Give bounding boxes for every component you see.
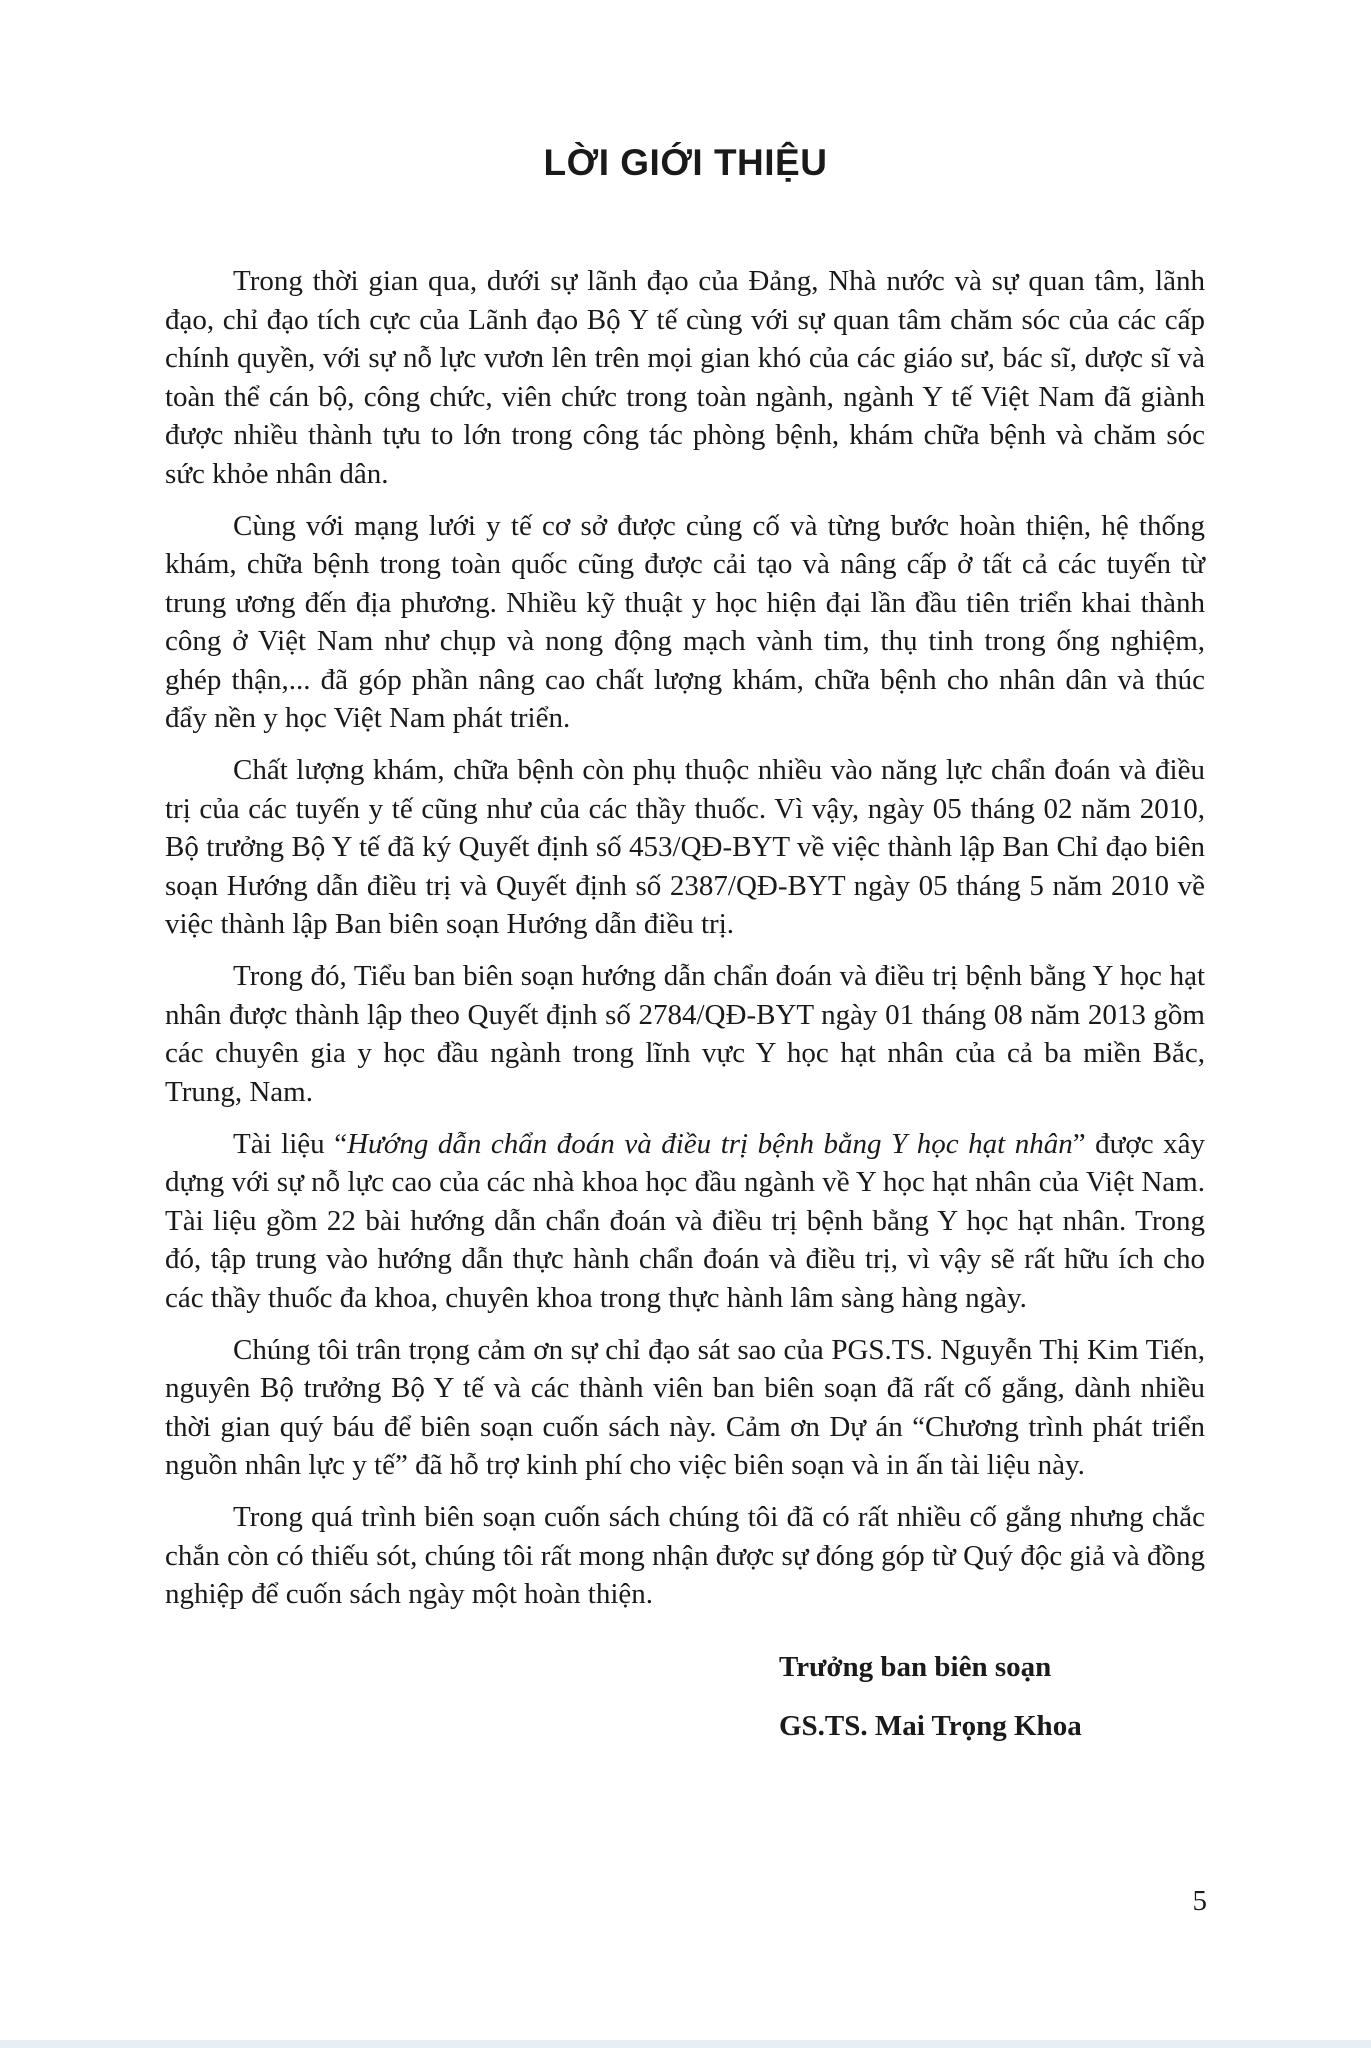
page-title: LỜI GIỚI THIỆU: [543, 142, 828, 183]
page-number: 5: [1192, 1885, 1207, 1917]
scan-edge-divider: [0, 2040, 1371, 2048]
paragraph-5-rest: ” được xây dựng với sự nỗ lực cao của các nhà khoa học đầu ngành về Y học hạt nhân của Việt Nam. Tài liệu gồm 22 bài hướng dẫn chẩn đoán và điều trị bệnh bằng Y học hạt nhân. Trong đó, tập trung vào hướng dẫn thực hành chẩn đoán và điều trị, vì vậy sẽ rất hữu ích cho các thầy thuốc đa khoa, chuyên khoa trong thực hành lâm sàng hàng ngày.: [165, 1127, 1205, 1314]
paragraph-2: Cùng với mạng lưới y tế cơ sở được củng cố và từng bước hoàn thiện, hệ thống khám, chữa bệnh trong toàn quốc cũng được cải tạo và nâng cấp ở tất cả các tuyến từ trung ương đến địa phương. Nhiều kỹ thuật y học hiện đại lần đầu tiên triển khai thành công ở Việt Nam như chụp và nong động mạch vành tim, thụ tinh trong ống nghiệm, ghép thận,... đã góp phần nâng cao chất lượng khám, chữa bệnh cho nhân dân và thúc đẩy nền y học Việt Nam phát triển.: [165, 509, 1205, 734]
paragraph-6: Chúng tôi trân trọng cảm ơn sự chỉ đạo sát sao của PGS.TS. Nguyễn Thị Kim Tiến, nguyên Bộ trưởng Bộ Y tế và các thành viên ban biên soạn đã rất cố gắng, dành nhiều thời gian quý báu để biên soạn cuốn sách này. Cảm ơn Dự án “Chương trình phát triển nguồn nhân lực y tế” đã hỗ trợ kinh phí cho việc biên soạn và in ấn tài liệu này.: [165, 1333, 1205, 1481]
paragraph-4: Trong đó, Tiểu ban biên soạn hướng dẫn chẩn đoán và điều trị bệnh bằng Y học hạt nhân được thành lập theo Quyết định số 2784/QĐ-BYT ngày 01 tháng 08 năm 2013 gồm các chuyên gia y học đầu ngành trong lĩnh vực Y học hạt nhân của cả ba miền Bắc, Trung, Nam.: [165, 960, 1205, 1108]
book-title-italic: Hướng dẫn chẩn đoán và điều trị bệnh bằng Y học hạt nhân: [347, 1127, 1073, 1160]
paragraph-5-lead: Tài liệu “: [233, 1127, 348, 1160]
paragraph-5: [165, 1125, 1205, 1318]
signature-block: [779, 1648, 1199, 1765]
paragraph-1: Trong thời gian qua, dưới sự lãnh đạo của Đảng, Nhà nước và sự quan tâm, lãnh đạo, chỉ đạo tích cực của Lãnh đạo Bộ Y tế cùng với sự quan tâm chăm sóc của các cấp chính quyền, với sự nỗ lực vươn lên trên mọi gian khó của các giáo sư, bác sĩ, dược sĩ và toàn thể cán bộ, công chức, viên chức trong toàn ngành, ngành Y tế Việt Nam đã giành được nhiều thành tựu to lớn trong công tác phòng bệnh, khám chữa bệnh và chăm sóc sức khỏe nhân dân.: [165, 265, 1205, 490]
paragraph-3: Chất lượng khám, chữa bệnh còn phụ thuộc nhiều vào năng lực chẩn đoán và điều trị của các tuyến y tế cũng như của các thầy thuốc. Vì vậy, ngày 05 tháng 02 năm 2010, Bộ trưởng Bộ Y tế đã ký Quyết định số 453/QĐ-BYT về việc thành lập Ban Chỉ đạo biên soạn Hướng dẫn điều trị và Quyết định số 2387/QĐ-BYT ngày 05 tháng 5 năm 2010 về việc thành lập Ban biên soạn Hướng dẫn điều trị.: [165, 754, 1205, 940]
signature-name: GS.TS. Mai Trọng Khoa: [779, 1709, 1082, 1742]
paragraph-7: Trong quá trình biên soạn cuốn sách chúng tôi đã có rất nhiều cố gắng nhưng chắc chắn còn có thiếu sót, chúng tôi rất mong nhận được sự đóng góp từ Quý độc giả và đồng nghiệp để cuốn sách ngày một hoàn thiện.: [165, 1501, 1205, 1610]
signature-role: Trưởng ban biên soạn: [779, 1651, 1052, 1683]
document-body: [165, 262, 1205, 1627]
